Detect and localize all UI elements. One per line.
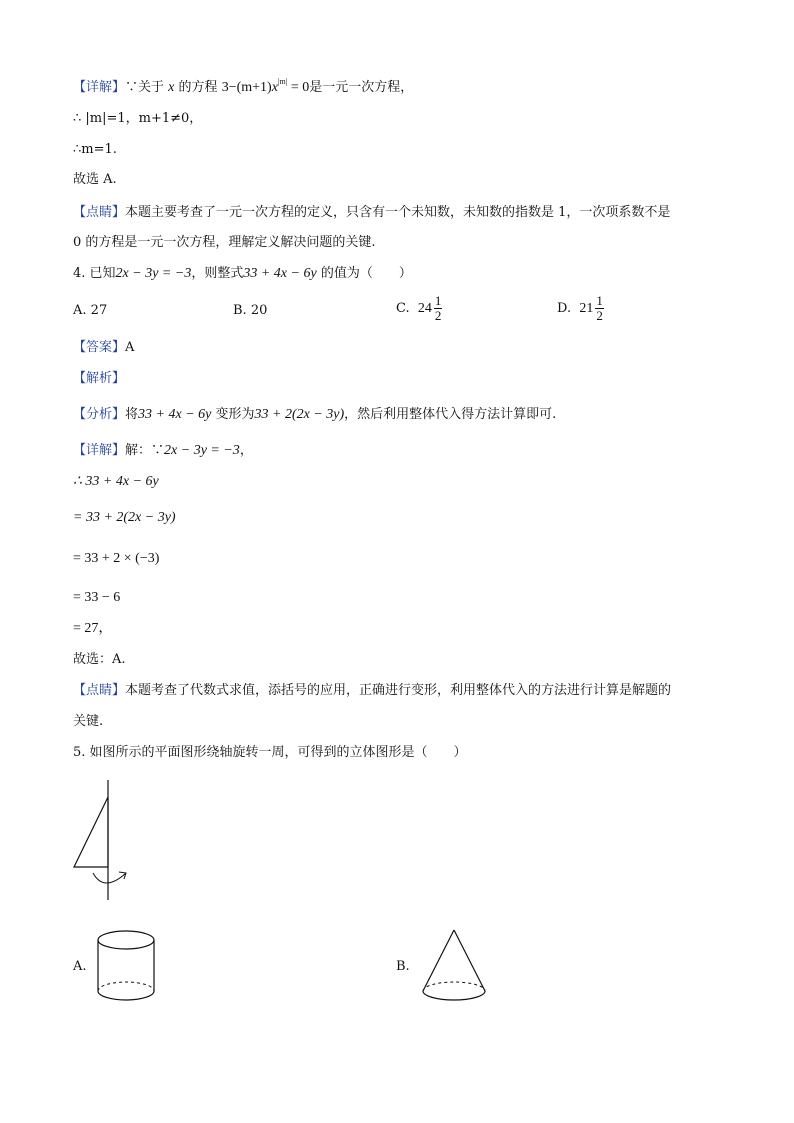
- q3-step1: ∴ |m|=1，m+1≠0，: [73, 111, 203, 126]
- q4-step-5: = 27，: [73, 621, 113, 636]
- q4-comment-line2: 关键.: [73, 714, 104, 729]
- q4-analysis-line: 【分析】将33 + 4x − 6y 变形为33 + 2(2x − 3y)，然后利用整体代入得方法计算即可.: [73, 407, 557, 422]
- q4-expr: 33 + 4x − 6y: [243, 266, 317, 281]
- q4-given: 2x − 3y = −3: [115, 266, 192, 281]
- q4-detail-line: 【详解】解：∵2x − 3y = −3，: [73, 443, 253, 458]
- q3-comment-tag: 【点睛】: [73, 205, 126, 220]
- q4-answer-tag: 【答案】: [73, 340, 126, 355]
- q4-answer-line: [73, 339, 134, 357]
- q4-option-d: D. 21 $\frac{1}{2}$: [557, 293, 603, 323]
- q4-choose: 故选：A.: [73, 652, 126, 667]
- q4-option-b: B. 20: [233, 303, 268, 318]
- rotation-arrow: [93, 873, 126, 883]
- q4-analysis-tag: 【解析】: [73, 371, 126, 386]
- right-triangle: [74, 797, 108, 867]
- cylinder-figure: [92, 925, 160, 1005]
- q4-step-4: = 33 − 6: [73, 590, 121, 605]
- q4-step-3: = 33 + 2 × (−3): [73, 551, 160, 566]
- q3-step2: ∴m=1.: [73, 142, 117, 157]
- q5-stem: 5. 如图所示的平面图形绕轴旋转一周，可得到的立体图形是（ ）: [73, 745, 467, 760]
- q5-option-b-label: B.: [396, 959, 410, 974]
- q3-equation: $3-(m+1)x^{|m|} = 0$: [221, 77, 310, 95]
- q3-detail-line: [73, 73, 413, 97]
- q4-option-a: A. 27: [73, 303, 108, 318]
- q3-detail-text-2: 的方程: [178, 80, 218, 95]
- q3-var-x: x: [168, 80, 175, 95]
- q5-rotation-figure: [60, 775, 140, 905]
- q5-option-a-label: A.: [73, 959, 87, 974]
- q4-answer: A: [125, 340, 135, 355]
- q3-detail-text-3: 是一元一次方程，: [309, 80, 414, 95]
- q3-choose: 故选 A.: [73, 172, 117, 187]
- q4-step-2: = 33 + 2(2x − 3y): [73, 510, 176, 525]
- q3-comment-line1: 【点睛】本题主要考查了一元一次方程的定义，只含有一个未知数，未知数的指数是 1，一次项系数不是: [73, 205, 671, 220]
- q3-detail-text-1: ∵关于: [125, 80, 165, 95]
- q4-comment-line1: 【点睛】本题考查了代数式求值，添括号的应用，正确进行变形，利用整体代入的方法进行计算是解题的: [73, 683, 672, 698]
- q4-option-c: C. 24 $\frac{1}{2}$: [396, 293, 442, 323]
- q4-stem: 4. 已知2x − 3y = −3，则整式33 + 4x − 6y 的值为（ ）: [73, 266, 412, 281]
- q3-comment-line2: 0 的方程是一元一次方程，理解定义解决问题的关键.: [73, 235, 376, 250]
- q4-step-1: ∴ 33 + 4x − 6y: [73, 474, 159, 489]
- q3-detail-tag: 【详解】: [73, 80, 126, 95]
- cone-figure: [418, 925, 490, 1005]
